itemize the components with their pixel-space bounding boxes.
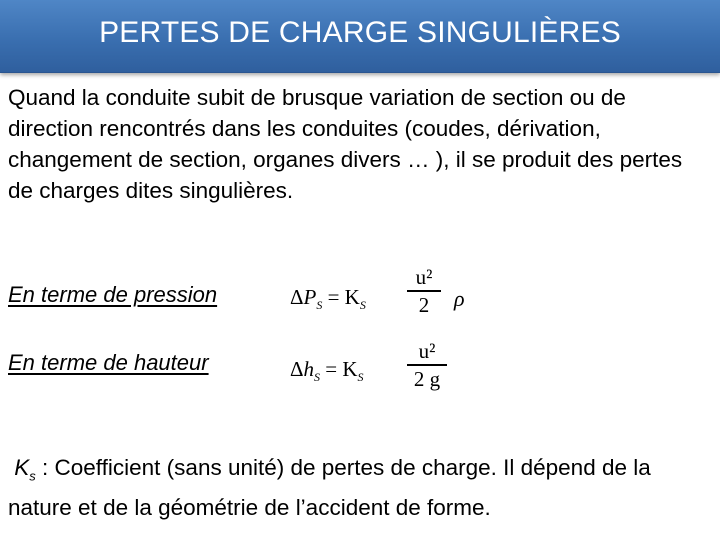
k-subscript: S — [359, 298, 366, 312]
equals-k: = K — [322, 285, 360, 309]
height-fraction-numerator: u² — [418, 339, 436, 363]
intro-paragraph: Quand la conduite subit de brusque variation de section ou de direction rencontrés dans les conduites (coudes, dérivation, changement de section, organes divers … ), il se produit des pertes de charges dites singulières. — [8, 85, 683, 203]
ks-definition-text: : Coefficient (sans unité) de pertes de charge. Il dépend de la nature et de la géométrie de l’accident de forme. — [8, 455, 651, 520]
title-bar — [0, 0, 720, 73]
pressure-variable-subscript: S — [316, 298, 323, 312]
height-formula-lhs — [290, 357, 364, 385]
height-label: En terme de hauteur — [8, 350, 209, 375]
ks-symbol: K — [14, 455, 30, 480]
delta-symbol: Δ — [290, 357, 304, 381]
equals-k: = K — [320, 357, 358, 381]
delta-symbol: Δ — [290, 285, 304, 309]
pressure-fraction — [407, 264, 441, 318]
k-subscript: S — [357, 370, 364, 384]
pressure-formula-lhs — [290, 285, 366, 313]
ks-symbol-subscript: s — [29, 468, 36, 484]
ks-definition — [8, 452, 708, 523]
height-fraction-denominator: 2 g — [413, 366, 441, 391]
slide-title: PERTES DE CHARGE SINGULIÈRES — [99, 16, 621, 49]
height-variable-subscript: S — [314, 370, 321, 384]
pressure-label: En terme de pression — [8, 282, 218, 307]
height-variable: h — [303, 357, 315, 381]
pressure-fraction-denominator: 2 — [418, 292, 430, 317]
pressure-variable: P — [303, 285, 317, 309]
rho-symbol: ρ — [454, 286, 465, 311]
pressure-fraction-numerator: u² — [415, 265, 433, 289]
height-fraction — [407, 338, 447, 392]
